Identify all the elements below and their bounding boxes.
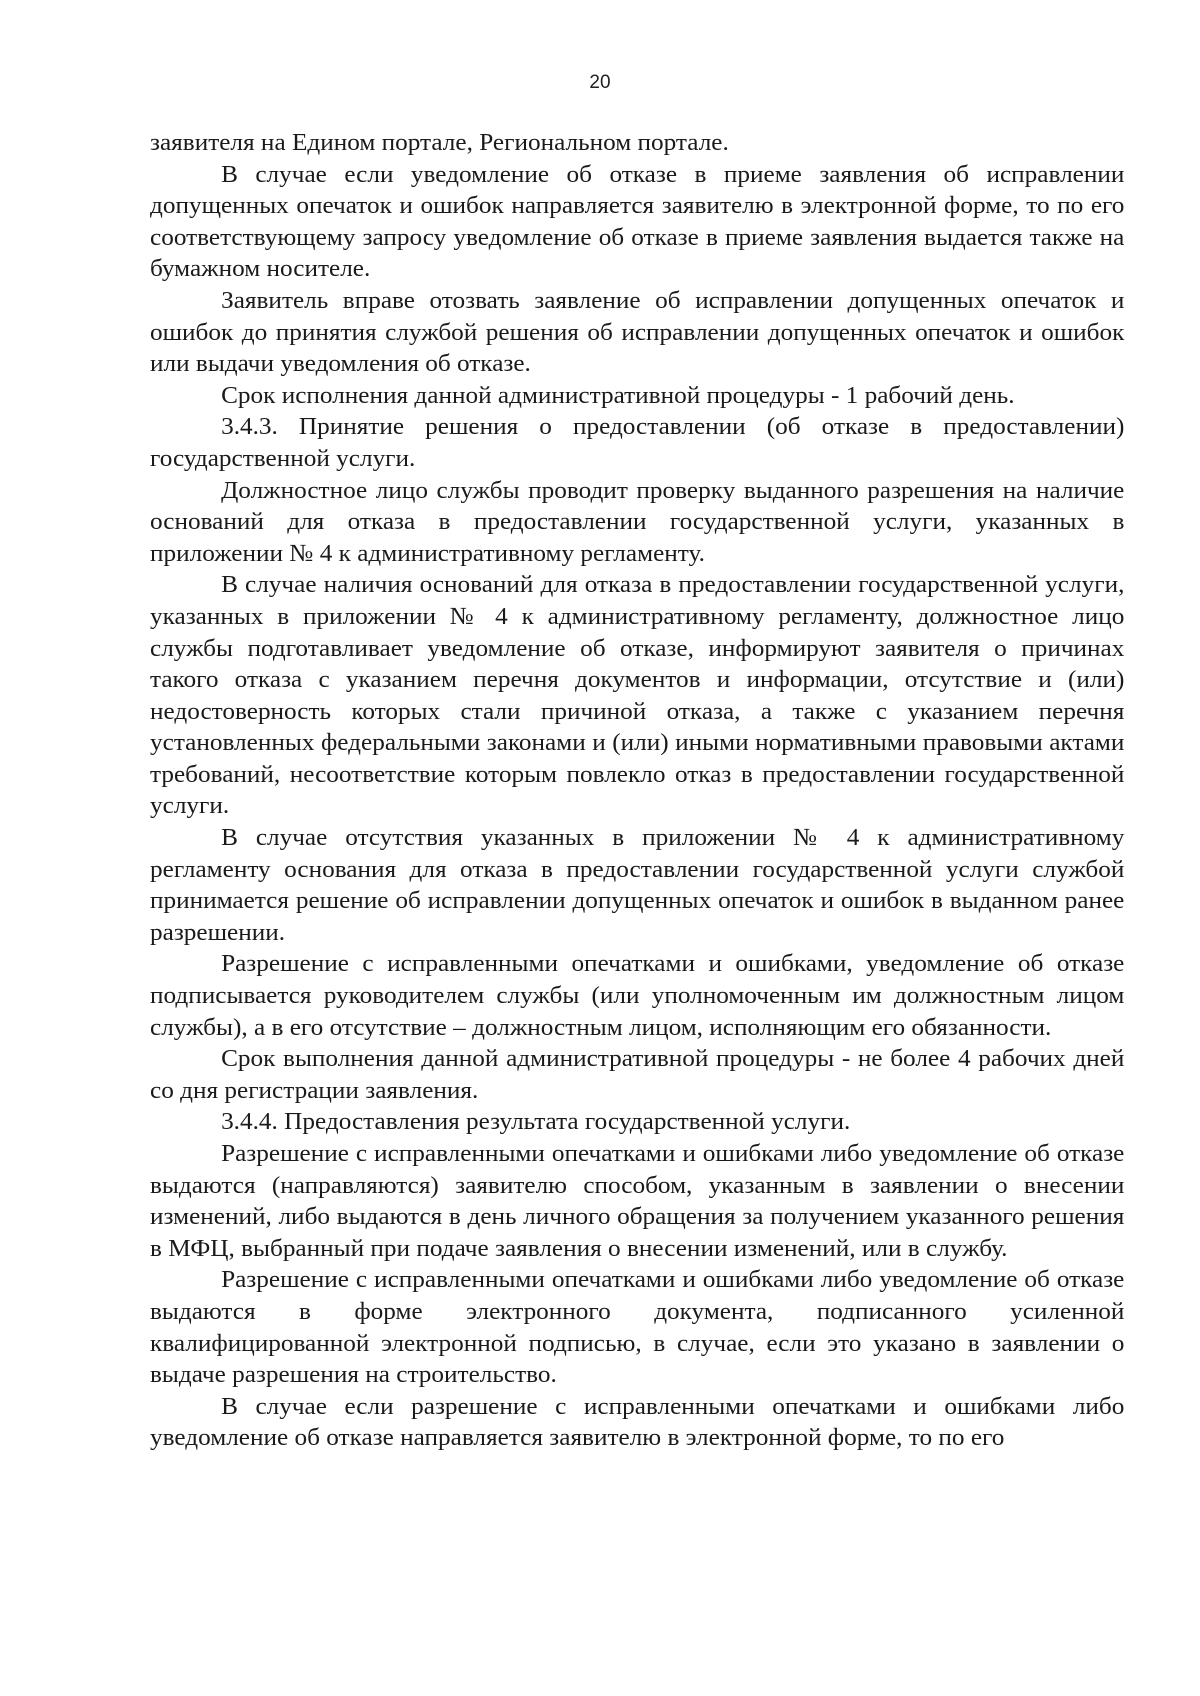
page-number: 20 bbox=[589, 72, 611, 93]
paragraph-2: В случае если уведомление об отказе в приеме заявления об исправлении допущенных опечаток и ошибок направляется заявителю в электронной форме, то по его соответствующему запросу уведомление об отказе в приеме заявления выдается также на бумажном носителе. bbox=[150, 160, 1125, 283]
document-body bbox=[150, 127, 1125, 1454]
paragraph-6: Должностное лицо службы проводит проверку выданного разрешения на наличие оснований для отказа в предоставлении государственной услуги, указанных в приложении № 4 к административному регламенту. bbox=[150, 476, 1125, 567]
paragraph-3: Заявитель вправе отозвать заявление об исправлении допущенных опечаток и ошибок до принятия службой решения об исправлении допущенных опечаток и ошибок или выдачи уведомления об отказе. bbox=[150, 286, 1125, 378]
paragraph-12: Разрешение с исправленными опечатками и ошибками либо уведомление об отказе выдаются (направляются) заявителю способом, указанным в заявлении о внесении изменений, либо выдаются в день личного обращения за получением указанного решения в МФЦ, выбранный при подаче заявления о внесении изменений, или в службу. bbox=[150, 1140, 1125, 1262]
paragraph-4: Срок исполнения данной административной процедуры - 1 рабочий день. bbox=[221, 381, 1015, 409]
section-heading-3-4-3: 3.4.3. Принятие решения о предоставлении (об отказе в предоставлении) государственной услуги. bbox=[150, 413, 1125, 472]
paragraph-14: В случае если разрешение с исправленными опечатками и ошибками либо уведомление об отказе направляется заявителю в электронной форме, то по его bbox=[150, 1392, 1125, 1452]
paragraph-9: Разрешение с исправленными опечатками и ошибками, уведомление об отказе подписывается руководителем службы (или уполномоченным им должностным лицом службы), а в его отсутствие – должностным лицом, исполняющим его обязанности. bbox=[150, 950, 1125, 1041]
paragraph-1: заявителя на Едином портале, Региональном портале. bbox=[150, 129, 729, 156]
section-heading-3-4-4: 3.4.4. Предоставления результата государственной услуги. bbox=[221, 1108, 851, 1136]
paragraph-10: Срок выполнения данной административной процедуры - не более 4 рабочих дней со дня регистрации заявления. bbox=[150, 1045, 1125, 1104]
paragraph-8: В случае отсутствия указанных в приложении № 4 к административному регламенту основания для отказа в предоставлении государственной услуги службой принимается решение об исправлении допущенных опечаток и ошибок в выданном ранее разрешении. bbox=[150, 824, 1125, 946]
paragraph-13: Разрешение с исправленными опечатками и ошибками либо уведомление об отказе выдаются в форме электронного документа, подписанного усиленной квалифицированной электронной подписью, в случае, если это указано в заявлении о выдаче разрешения на строительство. bbox=[150, 1266, 1125, 1389]
paragraph-7: В случае наличия оснований для отказа в предоставлении государственной услуги, указанных в приложении № 4 к административному регламенту, должностное лицо службы подготавливает уведомление об отказе, информируют заявителя о причинах такого отказа с указанием перечня документов и информации, отсутствие и (или) недостоверность которых стали причиной отказа, а также с указанием перечня установленных федеральными законами и (или) иными нормативными правовыми актами требований, несоответствие которым повлекло отказ в предоставлении государственной услуги. bbox=[150, 571, 1125, 820]
